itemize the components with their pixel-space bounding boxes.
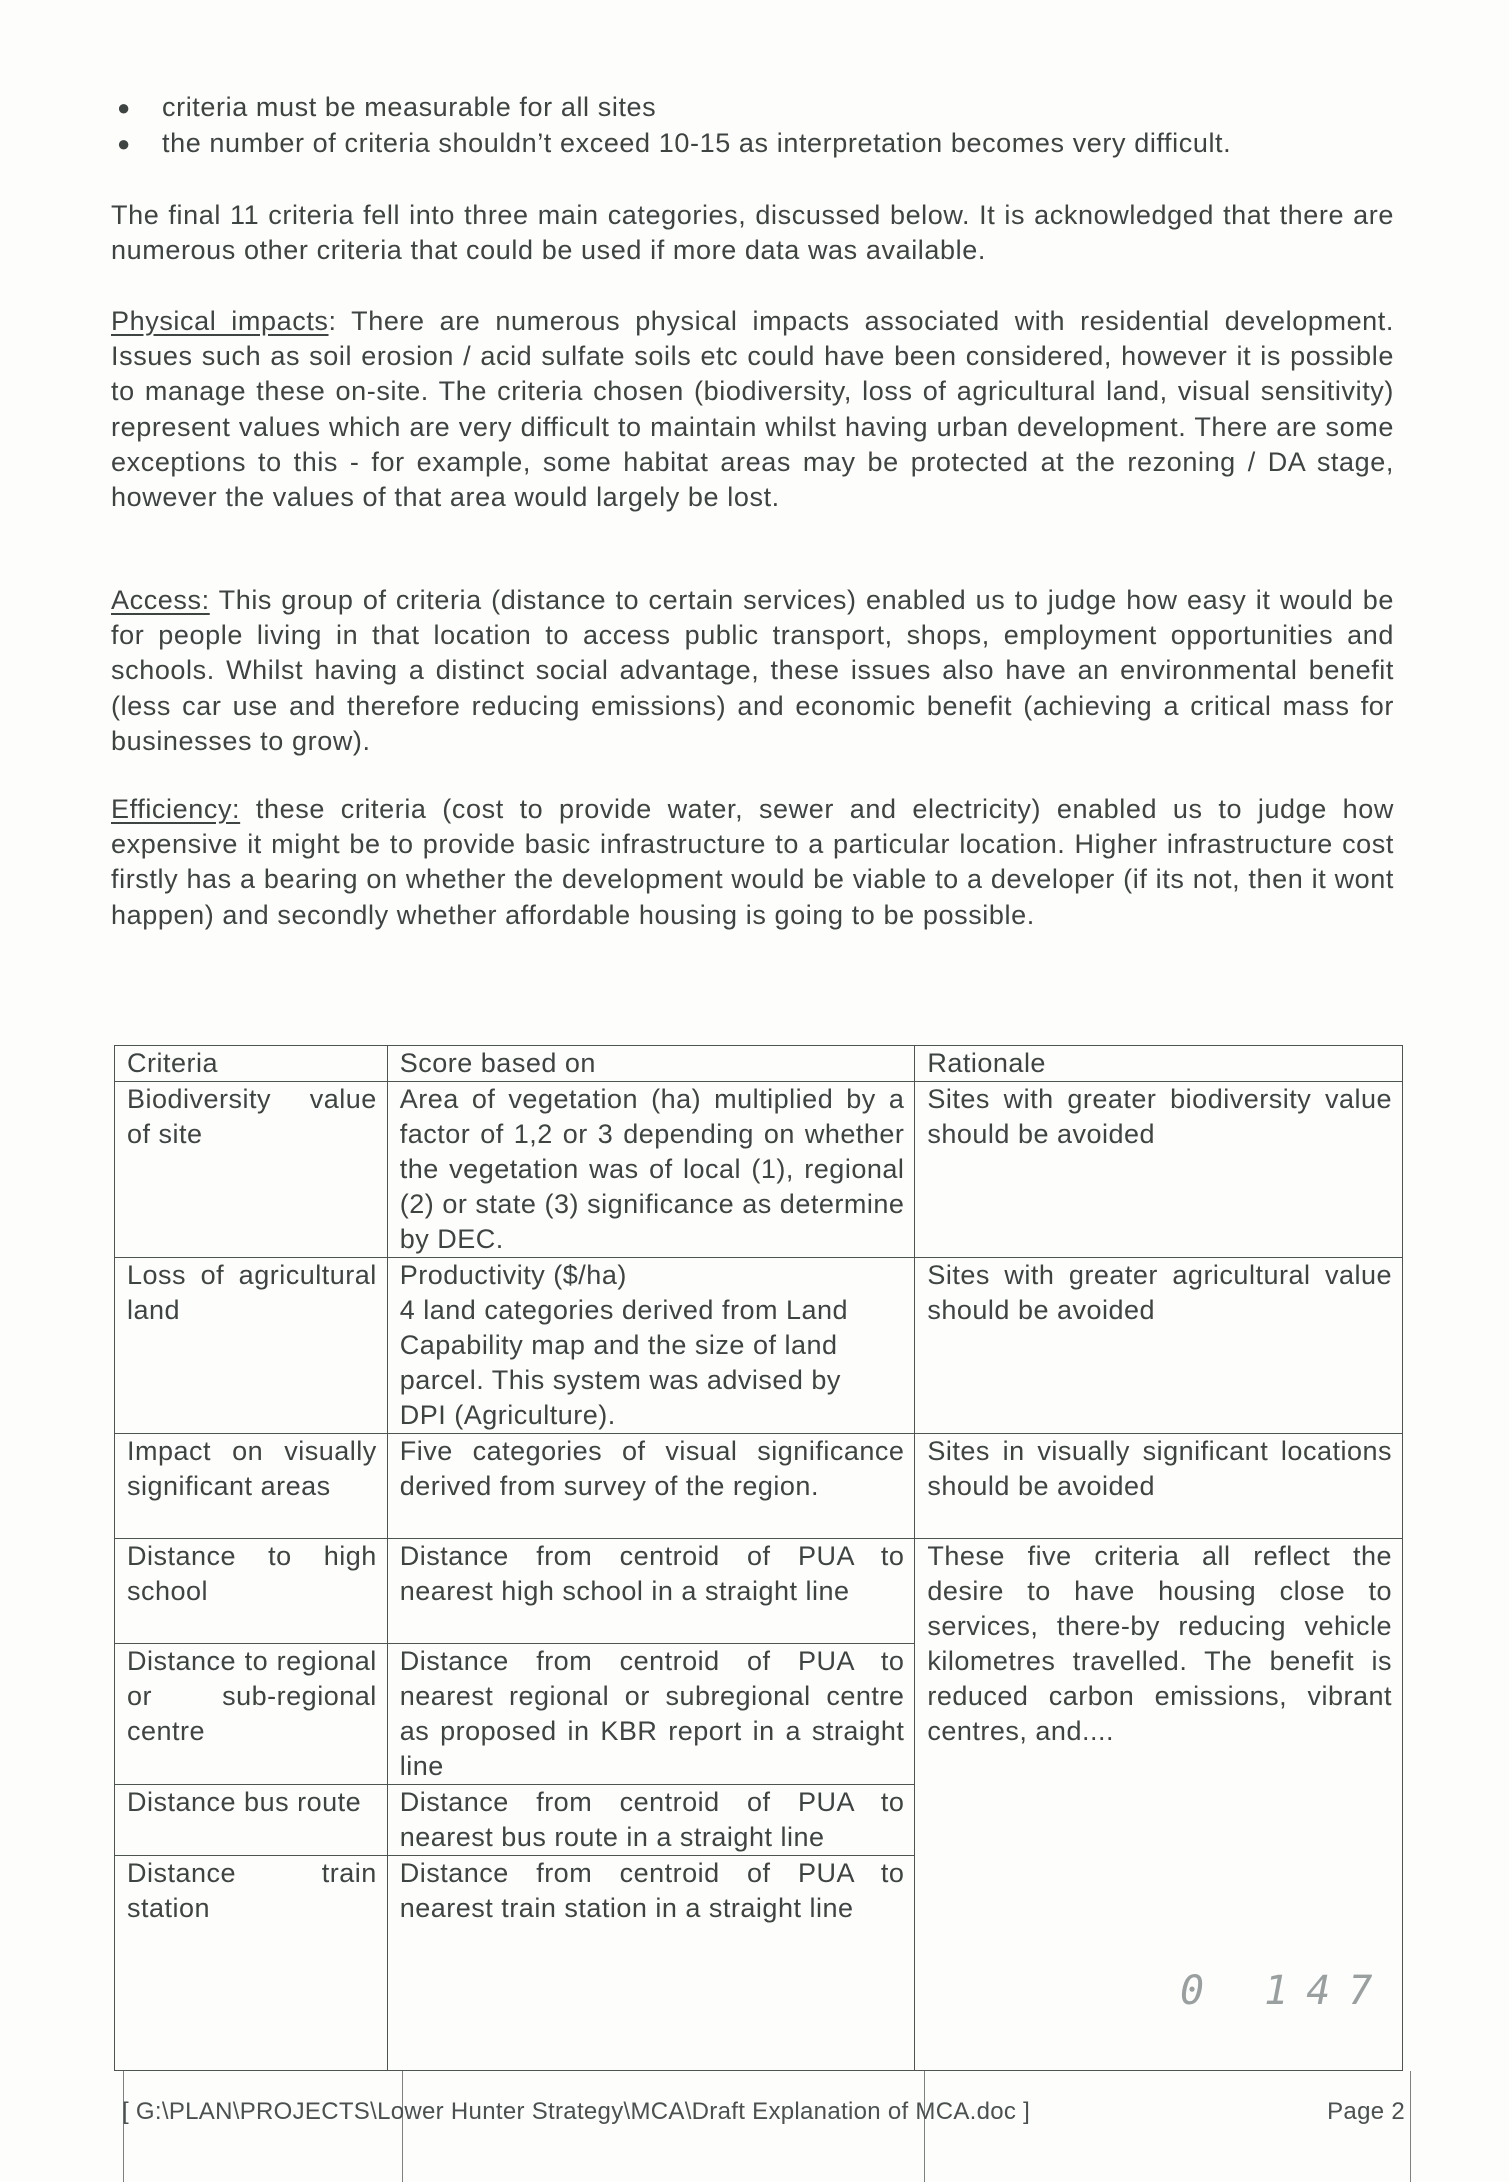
bullet-item <box>117 90 1417 126</box>
bullet-list <box>117 90 1417 162</box>
score-cell: Distance from centroid of PUA to nearest regional or subregional centre as proposed in KBR report in a straight line <box>387 1644 915 1785</box>
bullet-item <box>117 126 1417 162</box>
table-header-row <box>115 1046 1403 1082</box>
score-cell: Area of vegetation (ha) multiplied by a factor of 1,2 or 3 depending on whether the vegetation was of local (1), regional (2) or state (3) significance as determine by DEC. <box>387 1082 915 1258</box>
score-line: Productivity ($/ha) <box>399 1260 627 1290</box>
scan-line-artifact <box>402 2071 403 2182</box>
access-paragraph <box>111 583 1394 759</box>
criteria-cell: Distance to high school <box>115 1539 388 1644</box>
bullet-text: criteria must be measurable for all sites <box>162 92 657 122</box>
efficiency-heading: Efficiency: <box>111 794 241 824</box>
physical-impacts-body: There are numerous physical impacts associated with residential development. Issues such as soil erosion / acid sulfate soils etc could have been considered, however it is possible to manage these on-site. The criteria chosen (biodiversity, loss of agricultural land, visual sensitivity) represent values which are very difficult to maintain whilst having urban development. There are some exceptions to this - for example, some habitat areas may be protected at the rezoning / DA stage, however the values of that area would largely be lost. <box>111 306 1395 513</box>
scan-line-artifact <box>924 2071 925 2182</box>
column-header-score: Score based on <box>387 1046 915 1082</box>
rationale-cell: Sites with greater biodiversity value should be avoided <box>915 1082 1403 1258</box>
criteria-cell: Distance to regional or sub-regional centre <box>115 1644 388 1785</box>
table-row <box>115 1539 1403 1644</box>
efficiency-paragraph <box>111 792 1394 933</box>
efficiency-body: these criteria (cost to provide water, sewer and electricity) enabled us to judge how expensive it might be to provide basic infrastructure to a particular location. Higher infrastructure cost firstly has a bearing on whether the development would be viable to a developer (if its not, then it wont happen) and secondly whether affordable housing is going to be possible. <box>111 794 1394 930</box>
criteria-cell: Loss of agricultural land <box>115 1258 388 1434</box>
physical-impacts-paragraph <box>111 304 1394 515</box>
access-body: This group of criteria (distance to certain services) enabled us to judge how easy it would be for people living in that location to access public transport, shops, employment opportunities and schools. Whilst having a distinct social advantage, these issues also have an environmental benefit (less car use and therefore reducing emissions) and economic benefit (achieving a critical mass for businesses to grow). <box>111 585 1394 756</box>
rationale-cell: Sites with greater agricultural value should be avoided <box>915 1258 1403 1434</box>
physical-impacts-heading: Physical impacts <box>111 306 329 336</box>
score-cell: Distance from centroid of PUA to nearest train station in a straight line <box>387 1856 915 2071</box>
score-line: 4 land categories derived from Land Capability map and the size of land parcel. This system was advised by DPI (Agriculture). <box>399 1295 849 1430</box>
bullet-icon: ● <box>117 131 131 156</box>
score-cell <box>387 1258 915 1434</box>
handwritten-page-stamp: 0 147 <box>1180 1968 1391 2014</box>
intro-paragraph: The final 11 criteria fell into three main categories, discussed below. It is acknowledged that there are numerous other criteria that could be used if more data was available. <box>111 200 1394 266</box>
scan-line-artifact <box>1410 2071 1411 2182</box>
column-header-criteria: Criteria <box>115 1046 388 1082</box>
footer-page-number: Page 2 <box>1327 2098 1405 2125</box>
bullet-icon: ● <box>117 95 131 120</box>
table-row <box>115 1258 1403 1434</box>
access-heading: Access: <box>111 585 210 615</box>
column-header-rationale: Rationale <box>915 1046 1403 1082</box>
score-cell: Distance from centroid of PUA to nearest bus route in a straight line <box>387 1785 915 1856</box>
bullet-text: the number of criteria shouldn’t exceed 10-15 as interpretation becomes very difficult. <box>162 128 1232 158</box>
score-cell: Five categories of visual significance derived from survey of the region. <box>387 1434 915 1539</box>
rationale-cell-merged: These five criteria all reflect the desire to have housing close to services, there-by reducing vehicle kilometres travelled. The benefit is reduced carbon emissions, vibrant centres, and.... <box>915 1539 1403 2071</box>
scan-line-artifact <box>123 2071 124 2182</box>
criteria-cell: Biodiversity value of site <box>115 1082 388 1258</box>
table-row <box>115 1082 1403 1258</box>
criteria-cell: Distance train station <box>115 1856 388 2071</box>
heading-separator: : <box>328 306 337 336</box>
rationale-cell: Sites in visually significant locations should be avoided <box>915 1434 1403 1539</box>
criteria-cell: Impact on visually significant areas <box>115 1434 388 1539</box>
score-cell: Distance from centroid of PUA to nearest high school in a straight line <box>387 1539 915 1644</box>
table-row <box>115 1434 1403 1539</box>
footer-file-path: [ G:\PLAN\PROJECTS\Lower Hunter Strategy\MCA\Draft Explanation of MCA.doc ] <box>122 2098 1031 2125</box>
criteria-cell: Distance bus route <box>115 1785 388 1856</box>
page-footer <box>122 2098 1405 2126</box>
criteria-table <box>114 1045 1403 2071</box>
